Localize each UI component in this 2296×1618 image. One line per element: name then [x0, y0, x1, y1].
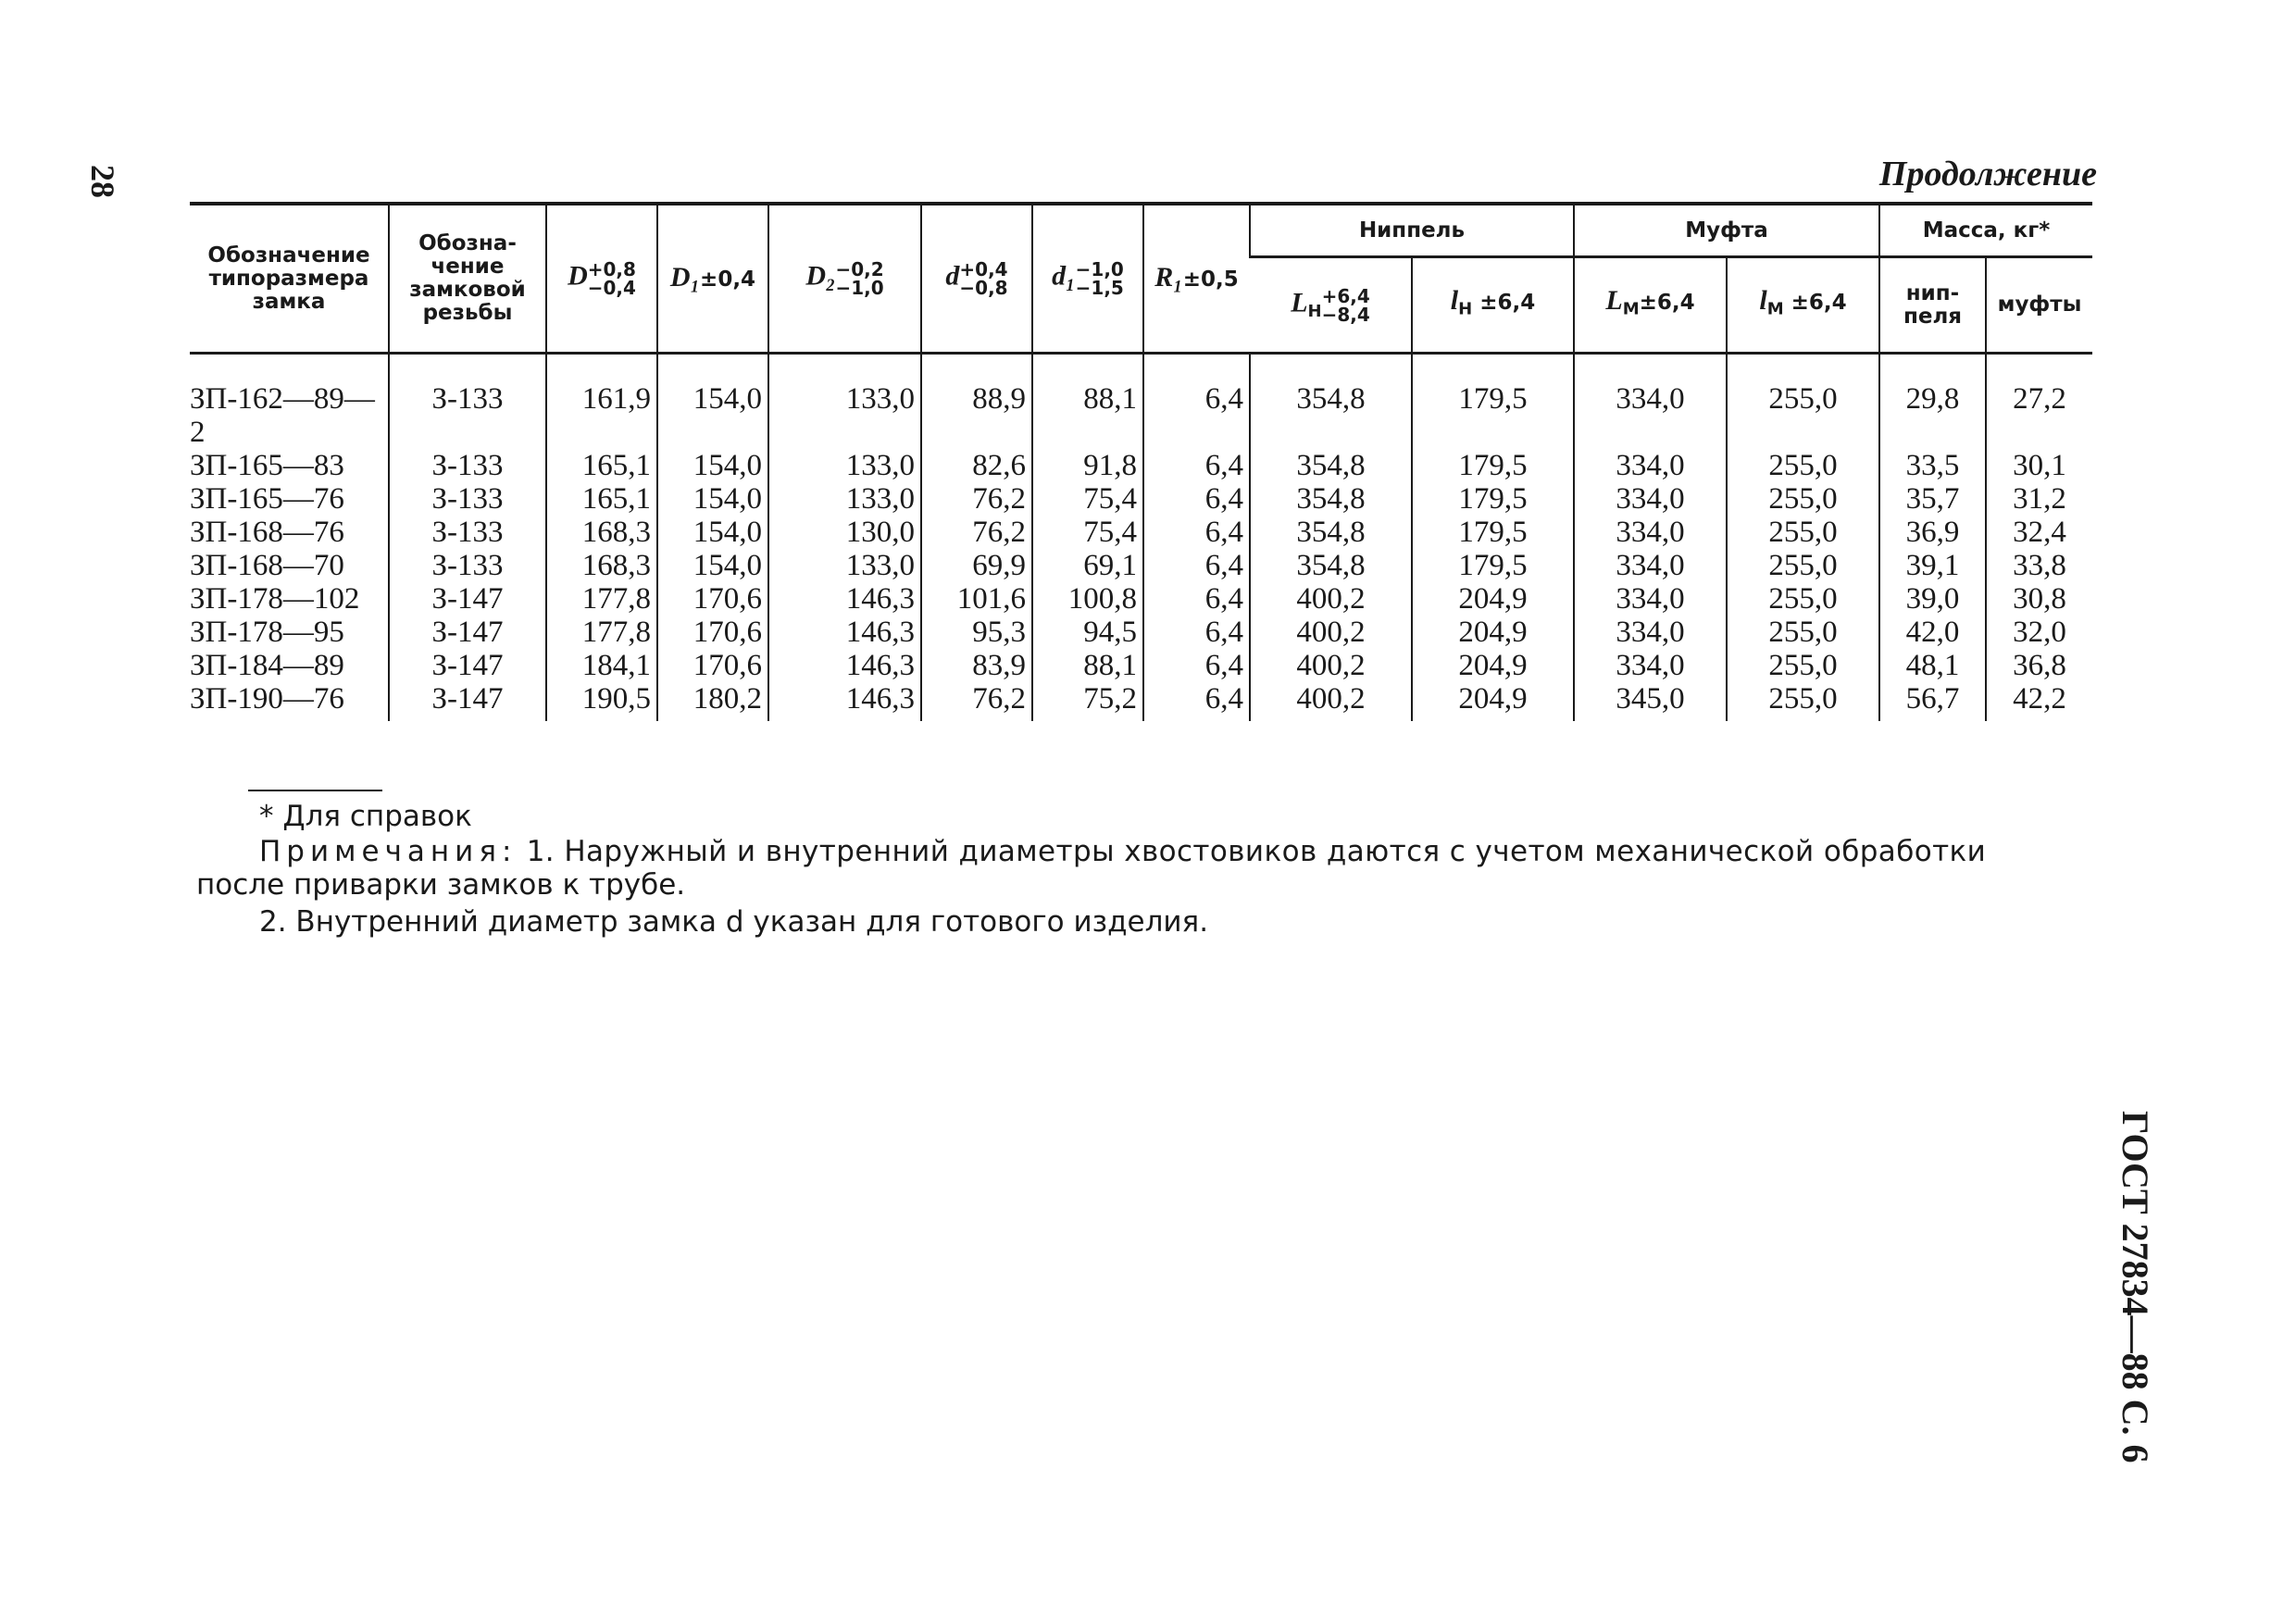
cell-designation: ЗП-178—102	[190, 582, 360, 616]
cell-D2: 146,3	[768, 682, 921, 721]
cell-R1: 6,4	[1143, 449, 1250, 482]
cell-mass-nipple: 39,1	[1879, 549, 1986, 582]
cell-thread: З-133	[389, 549, 546, 582]
cell-thread: З-147	[389, 582, 546, 616]
cell-Lm: 334,0	[1574, 582, 1727, 616]
cell-d1: 88,1	[1032, 649, 1143, 682]
cell-R1: 6,4	[1143, 354, 1250, 450]
cell-D2: 146,3	[768, 616, 921, 649]
header-d1: d₁ −1,0 −1,5	[1032, 204, 1143, 354]
table-row	[190, 616, 2092, 649]
cell-designation: ЗП-168—76	[190, 516, 344, 549]
table-row	[190, 649, 2092, 682]
header-d: d +0,4 −0,8	[921, 204, 1032, 354]
cell-R1: 6,4	[1143, 582, 1250, 616]
cell-D2: 146,3	[768, 649, 921, 682]
cell-d: 76,2	[921, 516, 1032, 549]
cell-d: 82,6	[921, 449, 1032, 482]
dimensions-table	[190, 202, 2092, 721]
cell-d: 95,3	[921, 616, 1032, 649]
cell-d1: 100,8	[1032, 582, 1143, 616]
cell-d: 88,9	[921, 354, 1032, 450]
header-row-groups	[190, 204, 2092, 257]
cell-designation: ЗП-184—89	[190, 649, 344, 682]
table-row	[190, 354, 2092, 450]
cell-D1: 154,0	[657, 549, 768, 582]
cell-D1: 154,0	[657, 354, 768, 450]
cell-mass-nipple: 36,9	[1879, 516, 1986, 549]
cell-d: 101,6	[921, 582, 1032, 616]
cell-D2: 133,0	[768, 482, 921, 516]
cell-ln: 179,5	[1412, 516, 1574, 549]
header-Lm: $L_М\pm 6,4$	[1574, 257, 1727, 354]
header-thread: Обозна-чение замковой резьбы	[389, 204, 546, 354]
cell-lm: 255,0	[1727, 649, 1879, 682]
cell-d1: 75,4	[1032, 482, 1143, 516]
footnote-reference: * Для справок	[259, 800, 472, 833]
table-row	[190, 516, 2092, 549]
cell-Lm: 334,0	[1574, 449, 1727, 482]
cell-Lm: 334,0	[1574, 649, 1727, 682]
continuation-label: Продолжение	[1878, 155, 2097, 193]
header-ln: $l_Н \pm 6,4$	[1412, 257, 1574, 354]
cell-d1: 75,2	[1032, 682, 1143, 721]
header-D2: D₂ −0,2 −1,0	[768, 204, 921, 354]
cell-thread: З-147	[389, 682, 546, 721]
cell-mass-nipple: 33,5	[1879, 449, 1986, 482]
cell-R1: 6,4	[1143, 616, 1250, 649]
cell-D: 177,8	[546, 616, 657, 649]
cell-D: 177,8	[546, 582, 657, 616]
header-group-coupling: Муфта	[1574, 204, 1879, 257]
cell-lm: 255,0	[1727, 482, 1879, 516]
cell-mass-coupling: 33,8	[1986, 549, 2092, 582]
cell-thread: З-133	[389, 482, 546, 516]
cell-lm: 255,0	[1727, 582, 1879, 616]
cell-thread: З-147	[389, 649, 546, 682]
cell-thread: З-133	[389, 354, 546, 450]
cell-Ln: 354,8	[1250, 482, 1412, 516]
notes-label: Примечания:	[259, 835, 518, 868]
cell-Ln: 354,8	[1250, 516, 1412, 549]
cell-mass-coupling: 31,2	[1986, 482, 2092, 516]
cell-mass-coupling: 30,1	[1986, 449, 2092, 482]
cell-ln: 204,9	[1412, 649, 1574, 682]
cell-D1: 154,0	[657, 482, 768, 516]
cell-ln: 179,5	[1412, 549, 1574, 582]
cell-d: 83,9	[921, 649, 1032, 682]
cell-D: 165,1	[546, 482, 657, 516]
cell-mass-coupling: 32,0	[1986, 616, 2092, 649]
note-1	[259, 835, 1986, 868]
cell-thread: З-133	[389, 516, 546, 549]
cell-d1: 88,1	[1032, 354, 1143, 450]
cell-thread: З-133	[389, 449, 546, 482]
cell-Ln: 400,2	[1250, 682, 1412, 721]
header-D1: D₁±0,4	[657, 204, 768, 354]
cell-D1: 170,6	[657, 582, 768, 616]
cell-R1: 6,4	[1143, 649, 1250, 682]
cell-D2: 146,3	[768, 582, 921, 616]
cell-Lm: 334,0	[1574, 616, 1727, 649]
cell-mass-coupling: 42,2	[1986, 682, 2092, 721]
header-group-mass: Масса, кг*	[1879, 204, 2092, 257]
cell-Lm: 334,0	[1574, 354, 1727, 450]
cell-Ln: 354,8	[1250, 549, 1412, 582]
cell-mass-coupling: 36,8	[1986, 649, 2092, 682]
cell-Lm: 334,0	[1574, 482, 1727, 516]
cell-d: 69,9	[921, 549, 1032, 582]
cell-d1: 91,8	[1032, 449, 1143, 482]
note-1-continuation: после приварки замков к трубе.	[196, 868, 686, 902]
cell-mass-nipple: 35,7	[1879, 482, 1986, 516]
cell-ln: 204,9	[1412, 616, 1574, 649]
cell-mass-nipple: 42,0	[1879, 616, 1986, 649]
cell-mass-nipple: 56,7	[1879, 682, 1986, 721]
cell-designation: ЗП-165—76	[190, 482, 344, 516]
cell-d: 76,2	[921, 682, 1032, 721]
cell-Ln: 354,8	[1250, 354, 1412, 450]
cell-ln: 204,9	[1412, 682, 1574, 721]
cell-Ln: 400,2	[1250, 649, 1412, 682]
cell-Lm: 334,0	[1574, 516, 1727, 549]
cell-lm: 255,0	[1727, 354, 1879, 450]
cell-D2: 133,0	[768, 354, 921, 450]
cell-lm: 255,0	[1727, 549, 1879, 582]
cell-D1: 154,0	[657, 449, 768, 482]
cell-ln: 204,9	[1412, 582, 1574, 616]
table-row	[190, 549, 2092, 582]
cell-D: 190,5	[546, 682, 657, 721]
cell-Ln: 400,2	[1250, 616, 1412, 649]
cell-Lm: 345,0	[1574, 682, 1727, 721]
cell-designation: ЗП-165—83	[190, 449, 344, 482]
cell-mass-nipple: 48,1	[1879, 649, 1986, 682]
cell-designation: ЗП-162—89—2	[190, 382, 375, 449]
table-row	[190, 582, 2092, 616]
cell-mass-coupling: 32,4	[1986, 516, 2092, 549]
cell-R1: 6,4	[1143, 682, 1250, 721]
cell-R1: 6,4	[1143, 482, 1250, 516]
header-mass-coupling: муфты	[1986, 257, 2092, 354]
cell-D: 161,9	[546, 354, 657, 450]
cell-D1: 180,2	[657, 682, 768, 721]
header-D: D +0,8 −0,4	[546, 204, 657, 354]
header-lm: $l_М \pm 6,4$	[1727, 257, 1879, 354]
cell-D1: 170,6	[657, 649, 768, 682]
cell-Ln: 400,2	[1250, 582, 1412, 616]
cell-lm: 255,0	[1727, 616, 1879, 649]
cell-lm: 255,0	[1727, 449, 1879, 482]
cell-D2: 133,0	[768, 449, 921, 482]
cell-d1: 75,4	[1032, 516, 1143, 549]
cell-R1: 6,4	[1143, 549, 1250, 582]
note-2: 2. Внутренний диаметр замка d указан для готового изделия.	[259, 905, 1209, 939]
note-1-text: 1. Наружный и внутренний диаметры хвостовиков даются с учетом механической обработки	[526, 835, 1987, 868]
dimensions-table-container	[190, 202, 2092, 721]
cell-D: 184,1	[546, 649, 657, 682]
cell-thread: З-147	[389, 616, 546, 649]
cell-D1: 170,6	[657, 616, 768, 649]
cell-D2: 133,0	[768, 549, 921, 582]
cell-D1: 154,0	[657, 516, 768, 549]
cell-designation: ЗП-190—76	[190, 682, 344, 716]
table-body	[190, 354, 2092, 722]
header-mass-nipple: нип-пеля	[1879, 257, 1986, 354]
cell-mass-coupling: 30,8	[1986, 582, 2092, 616]
cell-lm: 255,0	[1727, 516, 1879, 549]
cell-Ln: 354,8	[1250, 449, 1412, 482]
page-number: 28	[84, 165, 121, 198]
cell-D: 168,3	[546, 516, 657, 549]
cell-D: 165,1	[546, 449, 657, 482]
cell-ln: 179,5	[1412, 354, 1574, 450]
cell-mass-coupling: 27,2	[1986, 354, 2092, 450]
header-group-nipple: Ниппель	[1250, 204, 1574, 257]
header-R1: R₁±0,5	[1143, 204, 1250, 354]
footnote-divider	[248, 790, 382, 791]
header-Ln: $L_Н$ +6,4 −8,4	[1250, 257, 1412, 354]
cell-d1: 94,5	[1032, 616, 1143, 649]
cell-d: 76,2	[921, 482, 1032, 516]
header-designation: Обозначение типоразмера замка	[190, 204, 389, 354]
cell-lm: 255,0	[1727, 682, 1879, 721]
cell-R1: 6,4	[1143, 516, 1250, 549]
table-row	[190, 682, 2092, 721]
cell-d1: 69,1	[1032, 549, 1143, 582]
cell-mass-nipple: 39,0	[1879, 582, 1986, 616]
cell-Lm: 334,0	[1574, 549, 1727, 582]
cell-designation: ЗП-168—70	[190, 549, 344, 582]
cell-D: 168,3	[546, 549, 657, 582]
cell-designation: ЗП-178—95	[190, 616, 344, 649]
standard-footer-rotated: ГОСТ 27834—88 С. 6	[2115, 1111, 2156, 1463]
cell-ln: 179,5	[1412, 449, 1574, 482]
cell-ln: 179,5	[1412, 482, 1574, 516]
cell-D2: 130,0	[768, 516, 921, 549]
table-row	[190, 449, 2092, 482]
table-row	[190, 482, 2092, 516]
cell-mass-nipple: 29,8	[1879, 354, 1986, 450]
